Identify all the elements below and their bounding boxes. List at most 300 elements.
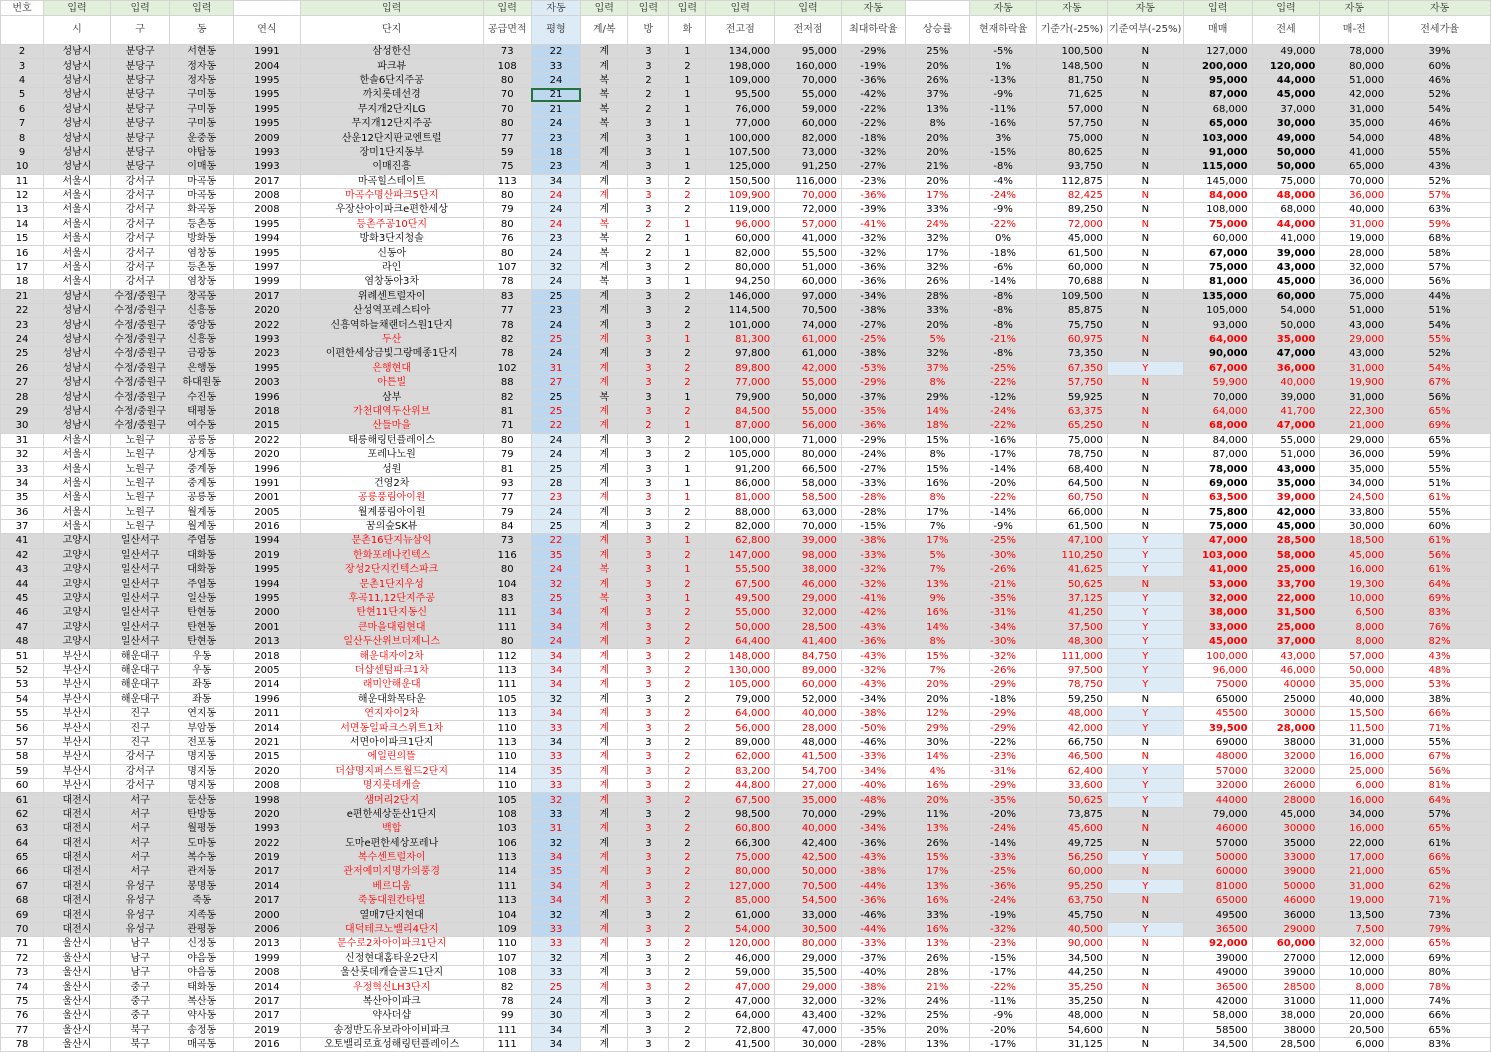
cell[interactable]: 24 — [531, 447, 580, 461]
cell[interactable]: -35% — [841, 1023, 905, 1037]
cell[interactable]: 3 — [628, 447, 669, 461]
cell[interactable]: 2022 — [234, 433, 301, 447]
cell[interactable]: 신정동 — [170, 937, 234, 951]
cell[interactable]: -29% — [970, 706, 1037, 720]
cell[interactable]: 문수로2차아이파크1단지 — [300, 937, 483, 951]
cell[interactable]: 복 — [581, 563, 628, 577]
cell[interactable]: 80 — [483, 433, 531, 447]
cell[interactable]: 43,000 — [1252, 260, 1320, 274]
cell[interactable]: 1993 — [234, 332, 301, 346]
cell[interactable]: 울산시 — [44, 1023, 111, 1037]
header-label-cell[interactable]: 방 — [628, 16, 669, 45]
cell[interactable]: 삼부 — [300, 390, 483, 404]
cell[interactable]: 삼성한신 — [300, 45, 483, 59]
cell[interactable]: 서구 — [110, 807, 170, 821]
cell[interactable]: 81,750 — [1036, 73, 1107, 87]
header-type-cell[interactable]: 자동 — [841, 1, 905, 16]
cell[interactable]: 127,000 — [1183, 45, 1252, 59]
cell[interactable]: 81 — [483, 404, 531, 418]
cell[interactable]: 32,000 — [1320, 260, 1389, 274]
cell[interactable]: 60,000 — [775, 116, 842, 130]
cell[interactable]: 0% — [970, 232, 1037, 246]
cell[interactable]: 17% — [905, 246, 970, 260]
cell[interactable]: -32% — [841, 994, 905, 1008]
cell[interactable]: 44000 — [1183, 793, 1252, 807]
cell[interactable]: N — [1107, 174, 1183, 188]
cell[interactable]: 복수센트럴자이 — [300, 850, 483, 864]
cell[interactable]: 60,800 — [706, 822, 775, 836]
cell[interactable]: 76 — [1, 1009, 44, 1023]
cell[interactable]: 2019 — [234, 548, 301, 562]
cell[interactable]: N — [1107, 318, 1183, 332]
cell[interactable]: 45500 — [1183, 706, 1252, 720]
cell[interactable]: 가천대역두산위브 — [300, 404, 483, 418]
cell[interactable]: 1995 — [234, 102, 301, 116]
cell[interactable]: Y — [1107, 721, 1183, 735]
cell[interactable]: -38% — [841, 865, 905, 879]
cell[interactable]: 계 — [581, 45, 628, 59]
header-label-cell[interactable]: 시 — [44, 16, 111, 45]
cell[interactable]: 29,000 — [1320, 332, 1389, 346]
cell[interactable]: 3 — [628, 476, 669, 490]
cell[interactable]: 61,500 — [1036, 519, 1107, 533]
cell[interactable]: 2 — [669, 548, 706, 562]
cell[interactable]: 좌동 — [170, 692, 234, 706]
cell[interactable]: 54,000 — [1320, 131, 1389, 145]
cell[interactable]: 33,800 — [1320, 505, 1389, 519]
cell[interactable]: 80 — [483, 73, 531, 87]
cell[interactable]: 46% — [1389, 73, 1491, 87]
cell[interactable]: 111,000 — [1036, 649, 1107, 663]
cell[interactable]: N — [1107, 433, 1183, 447]
cell[interactable]: 대전시 — [44, 807, 111, 821]
cell[interactable]: 38% — [1389, 692, 1491, 706]
cell[interactable]: 61% — [1389, 534, 1491, 548]
header-type-cell[interactable] — [905, 1, 970, 16]
cell[interactable]: 22 — [531, 534, 580, 548]
cell[interactable]: 41,000 — [1320, 145, 1389, 159]
cell[interactable]: 2 — [628, 88, 669, 102]
cell[interactable]: 복 — [581, 232, 628, 246]
cell[interactable]: 34 — [531, 606, 580, 620]
cell[interactable]: 수정/중원구 — [110, 289, 170, 303]
cell[interactable]: 3 — [628, 462, 669, 476]
cell[interactable]: 2005 — [234, 505, 301, 519]
cell[interactable]: 계 — [581, 505, 628, 519]
cell[interactable]: 구미동 — [170, 88, 234, 102]
cell[interactable]: 해운대구 — [110, 649, 170, 663]
cell[interactable]: 이매진흥 — [300, 160, 483, 174]
cell[interactable]: -41% — [841, 217, 905, 231]
cell[interactable]: 분당구 — [110, 73, 170, 87]
cell[interactable]: -28% — [841, 505, 905, 519]
cell[interactable]: 69% — [1389, 419, 1491, 433]
cell[interactable]: 95,250 — [1036, 879, 1107, 893]
cell[interactable]: 46,000 — [775, 577, 842, 591]
cell[interactable]: 32,000 — [1320, 937, 1389, 951]
cell[interactable]: 60,000 — [1252, 937, 1320, 951]
cell[interactable]: 76% — [1389, 620, 1491, 634]
cell[interactable]: 관저예미지명가의풍경 — [300, 865, 483, 879]
cell[interactable]: 62,800 — [706, 534, 775, 548]
cell[interactable]: 105 — [483, 692, 531, 706]
cell[interactable]: 81,300 — [706, 332, 775, 346]
cell[interactable]: 탄방동 — [170, 807, 234, 821]
header-type-cell[interactable] — [234, 1, 301, 16]
cell[interactable]: 79% — [1389, 922, 1491, 936]
cell[interactable]: 1 — [669, 591, 706, 605]
cell[interactable]: 28 — [1, 390, 44, 404]
cell[interactable]: 63,000 — [775, 505, 842, 519]
cell[interactable]: 2 — [669, 203, 706, 217]
cell[interactable]: 16% — [905, 606, 970, 620]
cell[interactable]: -30% — [970, 548, 1037, 562]
cell[interactable]: 39,000 — [775, 534, 842, 548]
cell[interactable]: 3 — [628, 361, 669, 375]
cell[interactable]: 도마e편한세상포레나 — [300, 836, 483, 850]
cell[interactable]: 82 — [483, 390, 531, 404]
cell[interactable]: N — [1107, 807, 1183, 821]
cell[interactable]: 70,000 — [775, 73, 842, 87]
cell[interactable]: 송정반도유보라아이비파크 — [300, 1023, 483, 1037]
cell[interactable]: 계 — [581, 980, 628, 994]
cell[interactable]: -44% — [841, 922, 905, 936]
cell[interactable]: 남구 — [110, 966, 170, 980]
cell[interactable]: 110 — [483, 721, 531, 735]
cell[interactable]: 월계동 — [170, 519, 234, 533]
cell[interactable]: 75,000 — [706, 850, 775, 864]
cell[interactable]: 25 — [1, 347, 44, 361]
cell[interactable]: 일산서구 — [110, 606, 170, 620]
cell[interactable]: -32% — [841, 246, 905, 260]
cell[interactable]: -35% — [970, 793, 1037, 807]
cell[interactable]: 관평동 — [170, 922, 234, 936]
cell[interactable]: 45,000 — [1036, 232, 1107, 246]
cell[interactable]: 63,750 — [1036, 894, 1107, 908]
cell[interactable]: 2 — [669, 793, 706, 807]
cell[interactable]: 11 — [1, 174, 44, 188]
cell[interactable]: 2017 — [234, 289, 301, 303]
cell[interactable]: 1993 — [234, 160, 301, 174]
cell[interactable]: 61,000 — [706, 908, 775, 922]
cell[interactable]: -5% — [970, 45, 1037, 59]
cell[interactable]: 44,000 — [1252, 73, 1320, 87]
cell[interactable]: 27000 — [1252, 951, 1320, 965]
cell[interactable]: 46,500 — [1036, 750, 1107, 764]
cell[interactable]: 58,000 — [1252, 548, 1320, 562]
cell[interactable]: 35,000 — [1320, 462, 1389, 476]
cell[interactable]: 93,750 — [1036, 160, 1107, 174]
cell[interactable]: 67,500 — [706, 577, 775, 591]
cell[interactable]: 성남시 — [44, 404, 111, 418]
cell[interactable]: 27,000 — [775, 778, 842, 792]
cell[interactable]: 꿈의숲SK뷰 — [300, 519, 483, 533]
cell[interactable]: -38% — [841, 706, 905, 720]
cell[interactable]: 41,500 — [775, 750, 842, 764]
cell[interactable]: 51% — [1389, 304, 1491, 318]
cell[interactable]: -11% — [970, 102, 1037, 116]
cell[interactable]: 31,500 — [1252, 606, 1320, 620]
header-label-cell[interactable]: 전세 — [1252, 16, 1320, 45]
cell[interactable]: 59,000 — [706, 966, 775, 980]
cell[interactable]: 대전시 — [44, 822, 111, 836]
cell[interactable]: 33 — [531, 937, 580, 951]
cell[interactable]: -14% — [970, 275, 1037, 289]
cell[interactable]: 2 — [628, 246, 669, 260]
cell[interactable]: 41,000 — [775, 232, 842, 246]
cell[interactable]: 80 — [483, 188, 531, 202]
cell[interactable]: 서울시 — [44, 275, 111, 289]
cell[interactable]: 80 — [483, 217, 531, 231]
cell[interactable]: 32 — [531, 260, 580, 274]
cell[interactable]: 서면동일파크스위트1차 — [300, 721, 483, 735]
cell[interactable]: 2004 — [234, 59, 301, 73]
cell[interactable]: 20% — [905, 174, 970, 188]
cell[interactable]: 86,000 — [706, 476, 775, 490]
cell[interactable]: 113 — [483, 894, 531, 908]
cell[interactable]: 18% — [905, 419, 970, 433]
cell[interactable]: -43% — [841, 678, 905, 692]
cell[interactable]: 65,250 — [1036, 419, 1107, 433]
cell[interactable]: 21 — [1, 289, 44, 303]
cell[interactable]: 66% — [1389, 706, 1491, 720]
cell[interactable]: 45,000 — [1252, 88, 1320, 102]
cell[interactable]: 13% — [905, 102, 970, 116]
cell[interactable]: 50,000 — [1252, 318, 1320, 332]
cell[interactable]: 태릉해링턴플레이스 — [300, 433, 483, 447]
cell[interactable]: 35,000 — [1252, 476, 1320, 490]
cell[interactable]: 계 — [581, 635, 628, 649]
cell[interactable]: 23 — [531, 304, 580, 318]
cell[interactable]: 16,000 — [1320, 563, 1389, 577]
cell[interactable]: 88,000 — [706, 505, 775, 519]
cell[interactable]: -31% — [970, 764, 1037, 778]
cell[interactable]: 60% — [1389, 59, 1491, 73]
cell[interactable]: 108 — [483, 966, 531, 980]
cell[interactable]: 2 — [669, 304, 706, 318]
cell[interactable]: 1 — [669, 45, 706, 59]
cell[interactable]: N — [1107, 491, 1183, 505]
cell[interactable]: 105,000 — [706, 678, 775, 692]
cell[interactable]: 2000 — [234, 606, 301, 620]
cell[interactable]: 강서구 — [110, 203, 170, 217]
cell[interactable]: 55,000 — [775, 375, 842, 389]
cell[interactable]: 21% — [905, 980, 970, 994]
cell[interactable]: 2020 — [234, 764, 301, 778]
cell[interactable]: -34% — [841, 764, 905, 778]
cell[interactable]: Y — [1107, 879, 1183, 893]
cell[interactable]: 106 — [483, 836, 531, 850]
cell[interactable]: 2020 — [234, 447, 301, 461]
cell[interactable]: 10 — [1, 160, 44, 174]
cell[interactable]: 3 — [628, 59, 669, 73]
header-label-cell[interactable]: 최대하락율 — [841, 16, 905, 45]
header-label-cell[interactable]: 동 — [170, 16, 234, 45]
cell[interactable]: 55% — [1389, 332, 1491, 346]
cell[interactable]: N — [1107, 836, 1183, 850]
cell[interactable]: 8,000 — [1320, 635, 1389, 649]
cell[interactable]: 3 — [628, 591, 669, 605]
cell[interactable]: 2006 — [234, 922, 301, 936]
cell[interactable]: 2003 — [234, 375, 301, 389]
cell[interactable]: 56% — [1389, 548, 1491, 562]
cell[interactable]: 200,000 — [1183, 59, 1252, 73]
cell[interactable]: -40% — [841, 966, 905, 980]
cell[interactable]: 62,400 — [1036, 764, 1107, 778]
cell[interactable]: 분당구 — [110, 102, 170, 116]
cell[interactable]: 서구 — [110, 865, 170, 879]
header-type-cell[interactable]: 입력 — [1183, 1, 1252, 16]
cell[interactable]: 주엽동 — [170, 577, 234, 591]
cell[interactable]: 전포동 — [170, 735, 234, 749]
cell[interactable]: 3 — [628, 606, 669, 620]
cell[interactable]: 81,000 — [706, 491, 775, 505]
cell[interactable]: 50,000 — [706, 620, 775, 634]
cell[interactable]: 112,875 — [1036, 174, 1107, 188]
cell[interactable]: 105 — [483, 793, 531, 807]
cell[interactable]: 대전시 — [44, 894, 111, 908]
cell[interactable]: 67% — [1389, 750, 1491, 764]
cell[interactable]: 34 — [531, 1023, 580, 1037]
cell[interactable]: 2 — [628, 419, 669, 433]
cell[interactable]: 2 — [669, 433, 706, 447]
cell[interactable]: 20,500 — [1320, 1023, 1389, 1037]
cell[interactable]: 85,875 — [1036, 304, 1107, 318]
cell[interactable]: 43,000 — [1320, 318, 1389, 332]
cell[interactable]: Y — [1107, 361, 1183, 375]
cell[interactable]: 73 — [483, 534, 531, 548]
cell[interactable]: 82,425 — [1036, 188, 1107, 202]
cell[interactable]: 38000 — [1252, 1023, 1320, 1037]
cell[interactable]: 116 — [483, 548, 531, 562]
cell[interactable]: 분당구 — [110, 131, 170, 145]
cell[interactable]: 16% — [905, 894, 970, 908]
cell[interactable]: 36500 — [1183, 922, 1252, 936]
cell[interactable]: N — [1107, 260, 1183, 274]
cell[interactable]: 성남시 — [44, 116, 111, 130]
cell[interactable]: -43% — [841, 850, 905, 864]
cell[interactable]: 61,000 — [775, 347, 842, 361]
cell[interactable]: N — [1107, 203, 1183, 217]
cell[interactable]: 2 — [669, 620, 706, 634]
cell[interactable]: 56 — [1, 721, 44, 735]
cell[interactable]: 78 — [483, 994, 531, 1008]
cell[interactable]: 계 — [581, 793, 628, 807]
cell[interactable]: 36000 — [1252, 908, 1320, 922]
cell[interactable]: 28,500 — [1252, 1037, 1320, 1051]
cell[interactable]: 13% — [905, 822, 970, 836]
cell[interactable]: 3 — [628, 764, 669, 778]
cell[interactable]: 68% — [1389, 232, 1491, 246]
cell[interactable]: 건영2차 — [300, 476, 483, 490]
cell[interactable]: -20% — [970, 476, 1037, 490]
cell[interactable]: 42,500 — [775, 850, 842, 864]
cell[interactable]: N — [1107, 894, 1183, 908]
cell[interactable]: -20% — [970, 1023, 1037, 1037]
cell[interactable]: e편한세상둔산1단지 — [300, 807, 483, 821]
cell[interactable]: 계 — [581, 59, 628, 73]
cell[interactable]: 30% — [905, 735, 970, 749]
cell[interactable]: 2021 — [234, 735, 301, 749]
cell[interactable]: N — [1107, 332, 1183, 346]
cell[interactable]: 55% — [1389, 462, 1491, 476]
cell[interactable]: -32% — [970, 922, 1037, 936]
cell[interactable]: 20% — [905, 131, 970, 145]
cell[interactable]: 54% — [1389, 361, 1491, 375]
cell[interactable]: 3% — [970, 131, 1037, 145]
cell[interactable]: 84,000 — [1183, 433, 1252, 447]
cell[interactable]: 고양시 — [44, 635, 111, 649]
cell[interactable]: 1996 — [234, 462, 301, 476]
cell[interactable]: 울산시 — [44, 1037, 111, 1051]
cell[interactable]: 47,000 — [1183, 534, 1252, 548]
cell[interactable]: -36% — [841, 188, 905, 202]
cell[interactable]: 마곡수명산파크5단지 — [300, 188, 483, 202]
cell[interactable]: 44% — [1389, 289, 1491, 303]
cell[interactable]: 70,688 — [1036, 275, 1107, 289]
cell[interactable]: 은행동 — [170, 361, 234, 375]
cell[interactable]: 84,000 — [1183, 188, 1252, 202]
cell[interactable]: N — [1107, 347, 1183, 361]
cell[interactable]: 2 — [669, 980, 706, 994]
cell[interactable]: 강서구 — [110, 217, 170, 231]
cell[interactable]: 38,000 — [1252, 1009, 1320, 1023]
cell[interactable]: 148,000 — [706, 649, 775, 663]
cell[interactable]: 89,000 — [706, 735, 775, 749]
cell[interactable]: -24% — [841, 447, 905, 461]
cell[interactable]: 87,000 — [1183, 88, 1252, 102]
cell[interactable]: 114,500 — [706, 304, 775, 318]
cell[interactable]: 래미안해운대 — [300, 678, 483, 692]
cell[interactable]: 33 — [531, 721, 580, 735]
cell[interactable]: 서구 — [110, 836, 170, 850]
cell[interactable]: -32% — [841, 663, 905, 677]
cell[interactable]: 34 — [531, 879, 580, 893]
cell[interactable]: -43% — [841, 620, 905, 634]
cell[interactable]: 37 — [1, 519, 44, 533]
cell[interactable]: -17% — [970, 1037, 1037, 1051]
cell[interactable]: 89,000 — [775, 663, 842, 677]
cell[interactable]: 59 — [1, 764, 44, 778]
cell[interactable]: 57,000 — [1036, 102, 1107, 116]
cell[interactable]: N — [1107, 145, 1183, 159]
cell[interactable]: 1998 — [234, 793, 301, 807]
cell[interactable]: 44,250 — [1036, 966, 1107, 980]
cell[interactable]: Y — [1107, 706, 1183, 720]
cell[interactable]: 일산서구 — [110, 591, 170, 605]
cell[interactable]: 42,400 — [775, 836, 842, 850]
cell[interactable]: 63% — [1389, 203, 1491, 217]
cell[interactable]: 52 — [1, 663, 44, 677]
cell[interactable]: 54% — [1389, 102, 1491, 116]
cell[interactable]: -38% — [841, 980, 905, 994]
cell[interactable]: 2 — [669, 692, 706, 706]
cell[interactable]: 108 — [483, 59, 531, 73]
cell[interactable]: 85,000 — [706, 894, 775, 908]
cell[interactable]: 24 — [531, 433, 580, 447]
cell[interactable]: 방화3단지청솔 — [300, 232, 483, 246]
cell[interactable]: 34 — [531, 649, 580, 663]
cell[interactable]: 3 — [628, 635, 669, 649]
cell[interactable]: 119,000 — [706, 203, 775, 217]
cell[interactable]: 유성구 — [110, 908, 170, 922]
cell[interactable]: -19% — [970, 908, 1037, 922]
cell[interactable]: N — [1107, 1023, 1183, 1037]
cell[interactable]: 22,000 — [1252, 591, 1320, 605]
cell[interactable]: 33 — [531, 778, 580, 792]
cell[interactable]: 3 — [628, 260, 669, 274]
cell[interactable]: 29,000 — [775, 980, 842, 994]
